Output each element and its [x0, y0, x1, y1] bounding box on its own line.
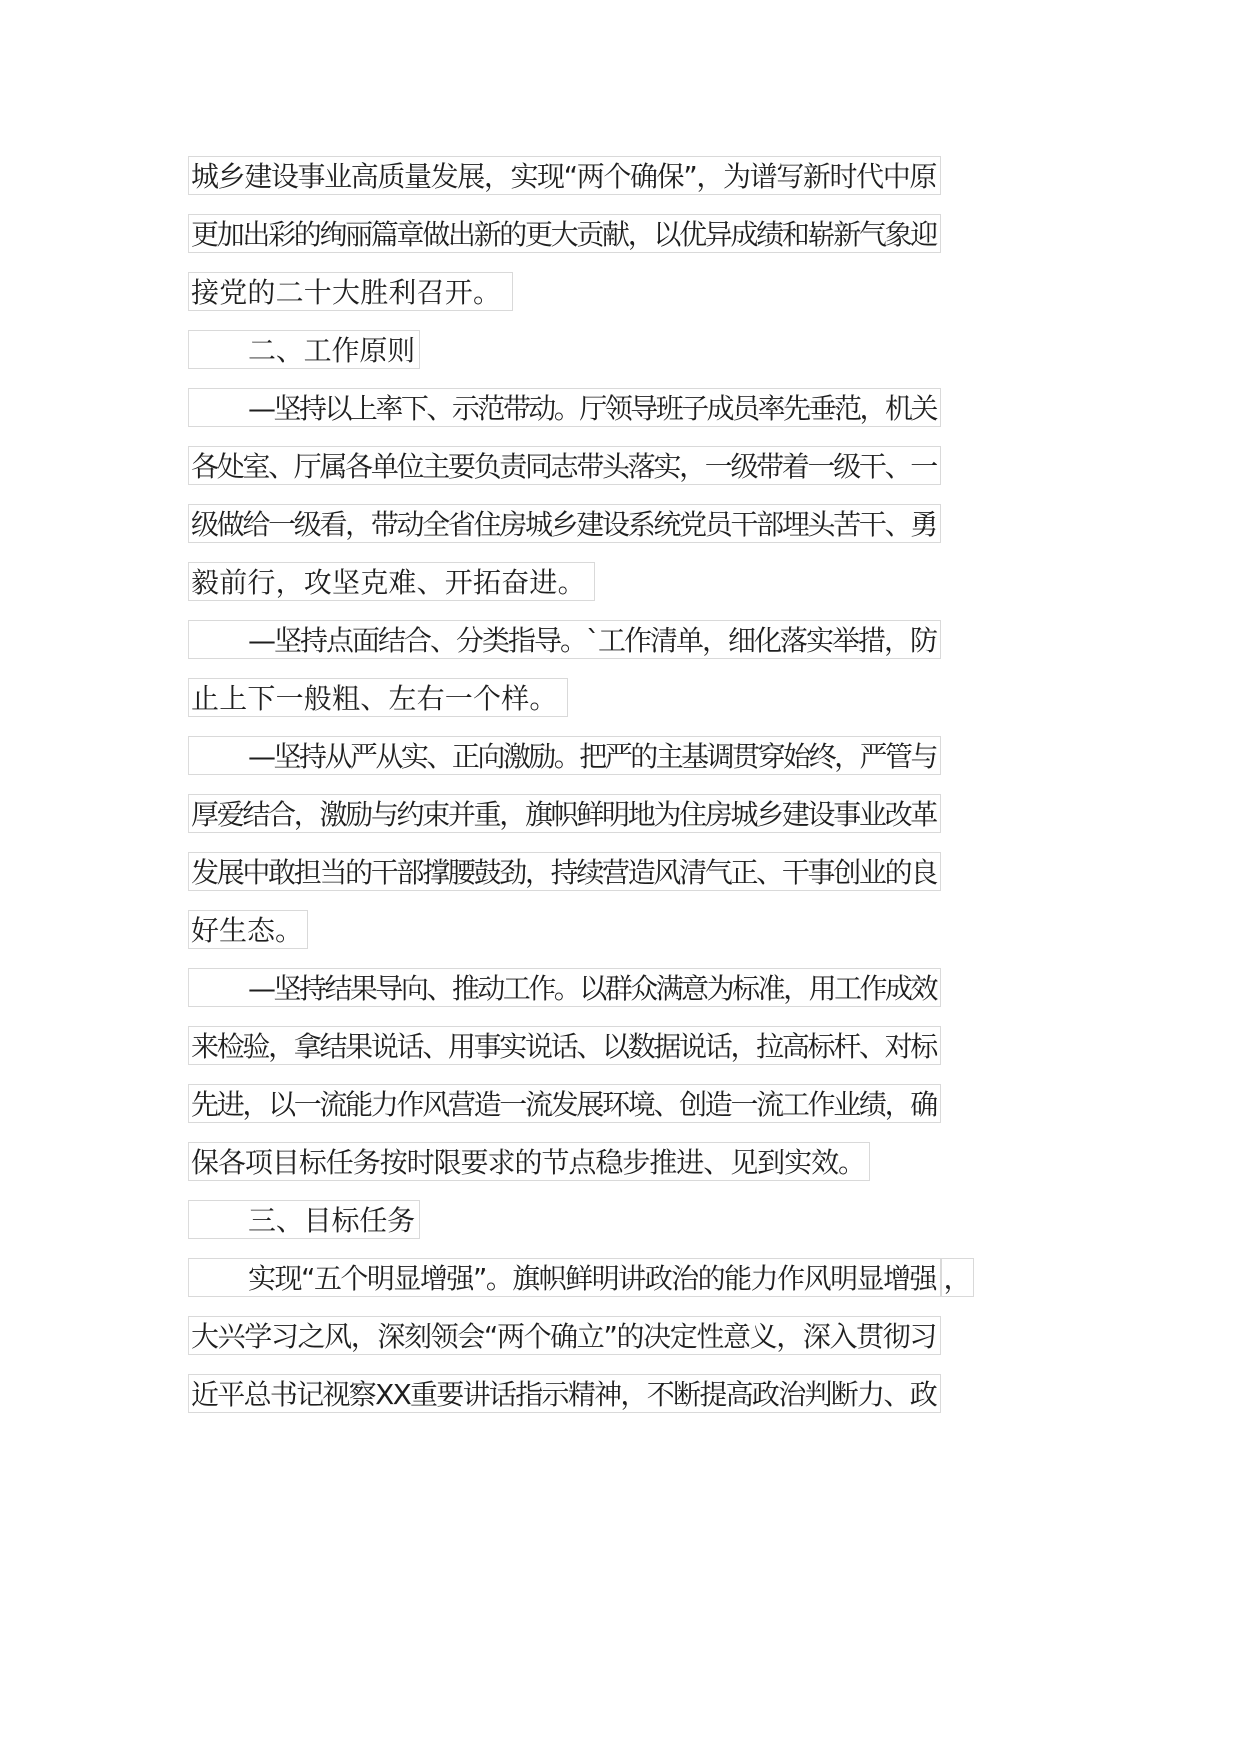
text-line-content: 近平总书记视察XX重要讲话指示精神，不断提高政治判断力、政 — [191, 1378, 936, 1411]
text-line — [188, 156, 941, 195]
text-line — [188, 562, 595, 601]
stray-punctuation — [941, 1258, 974, 1297]
text-line-content: 级做给一级看，带动全省住房城乡建设系统党员干部埋头苦干、勇 — [191, 508, 936, 541]
text-line-content: 厚爱结合，激励与约束并重，旗帜鲜明地为住房城乡建设事业改革 — [191, 798, 936, 831]
text-line-content: 更加出彩的绚丽篇章做出新的更大贡献，以优异成绩和崭新气象迎 — [191, 218, 936, 251]
text-line — [188, 678, 568, 717]
text-line — [188, 214, 941, 253]
text-line — [188, 794, 941, 833]
text-line — [188, 446, 941, 485]
text-line — [188, 1026, 941, 1065]
text-line-content: —坚持从严从实、正向激励。把严的主基调贯穿始终，严管与 — [248, 740, 936, 773]
text-line — [188, 968, 941, 1007]
text-line — [188, 1142, 870, 1181]
text-line — [188, 272, 513, 311]
text-line — [188, 1258, 941, 1297]
text-line-content: —坚持结果导向、推动工作。以群众满意为标准，用工作成效 — [248, 972, 936, 1005]
section-heading — [188, 1200, 420, 1239]
text-line-content: 来检验，拿结果说话、用事实说话、以数据说话，拉高标杆、对标 — [191, 1030, 936, 1063]
text-line-content: 先进，以一流能力作风营造一流发展环境、创造一流工作业绩，确 — [191, 1088, 936, 1121]
stray-punctuation-text: ， — [943, 1262, 972, 1295]
text-line — [188, 620, 941, 659]
text-line-content: 毅前行，攻坚克难、开拓奋进。 — [191, 566, 586, 599]
text-line — [188, 1374, 941, 1413]
text-line-content: 止上下一般粗、左右一个样。 — [191, 682, 558, 715]
text-line — [188, 1084, 941, 1123]
text-line-content: 好生态。 — [191, 914, 303, 947]
text-line-content: 发展中敢担当的干部撑腰鼓劲，持续营造风清气正、干事创业的良 — [191, 856, 936, 889]
section-heading — [188, 330, 420, 369]
text-line — [188, 504, 941, 543]
text-line-content: 接党的二十大胜利召开。 — [191, 276, 502, 309]
text-line — [188, 736, 941, 775]
text-line-content: —坚持以上率下、示范带动。厅领导班子成员率先垂范，机关 — [248, 392, 936, 425]
text-line — [188, 388, 941, 427]
text-line — [188, 1316, 941, 1355]
text-line-content: 保各项目标任务按时限要求的节点稳步推进、见到实效。 — [191, 1146, 865, 1179]
text-line — [188, 910, 308, 949]
text-line-content: 各处室、厅属各单位主要负责同志带头落实，一级带着一级干、一 — [191, 450, 936, 483]
text-line-content: 实现“五个明显增强”。旗帜鲜明讲政治的能力作风明显增强 — [248, 1262, 936, 1295]
text-line-content: 大兴学习之风，深刻领会“两个确立”的决定性意义，深入贯彻习 — [191, 1320, 936, 1353]
text-line-content: —坚持点面结合、分类指导。`工作清单，细化落实举措，防 — [248, 624, 936, 657]
text-line-content: 城乡建设事业高质量发展，实现“两个确保”，为谱写新时代中原 — [191, 160, 936, 193]
text-line — [188, 852, 941, 891]
section-heading-text: 二、工作原则 — [248, 334, 415, 367]
section-heading-text: 三、目标任务 — [248, 1204, 415, 1237]
